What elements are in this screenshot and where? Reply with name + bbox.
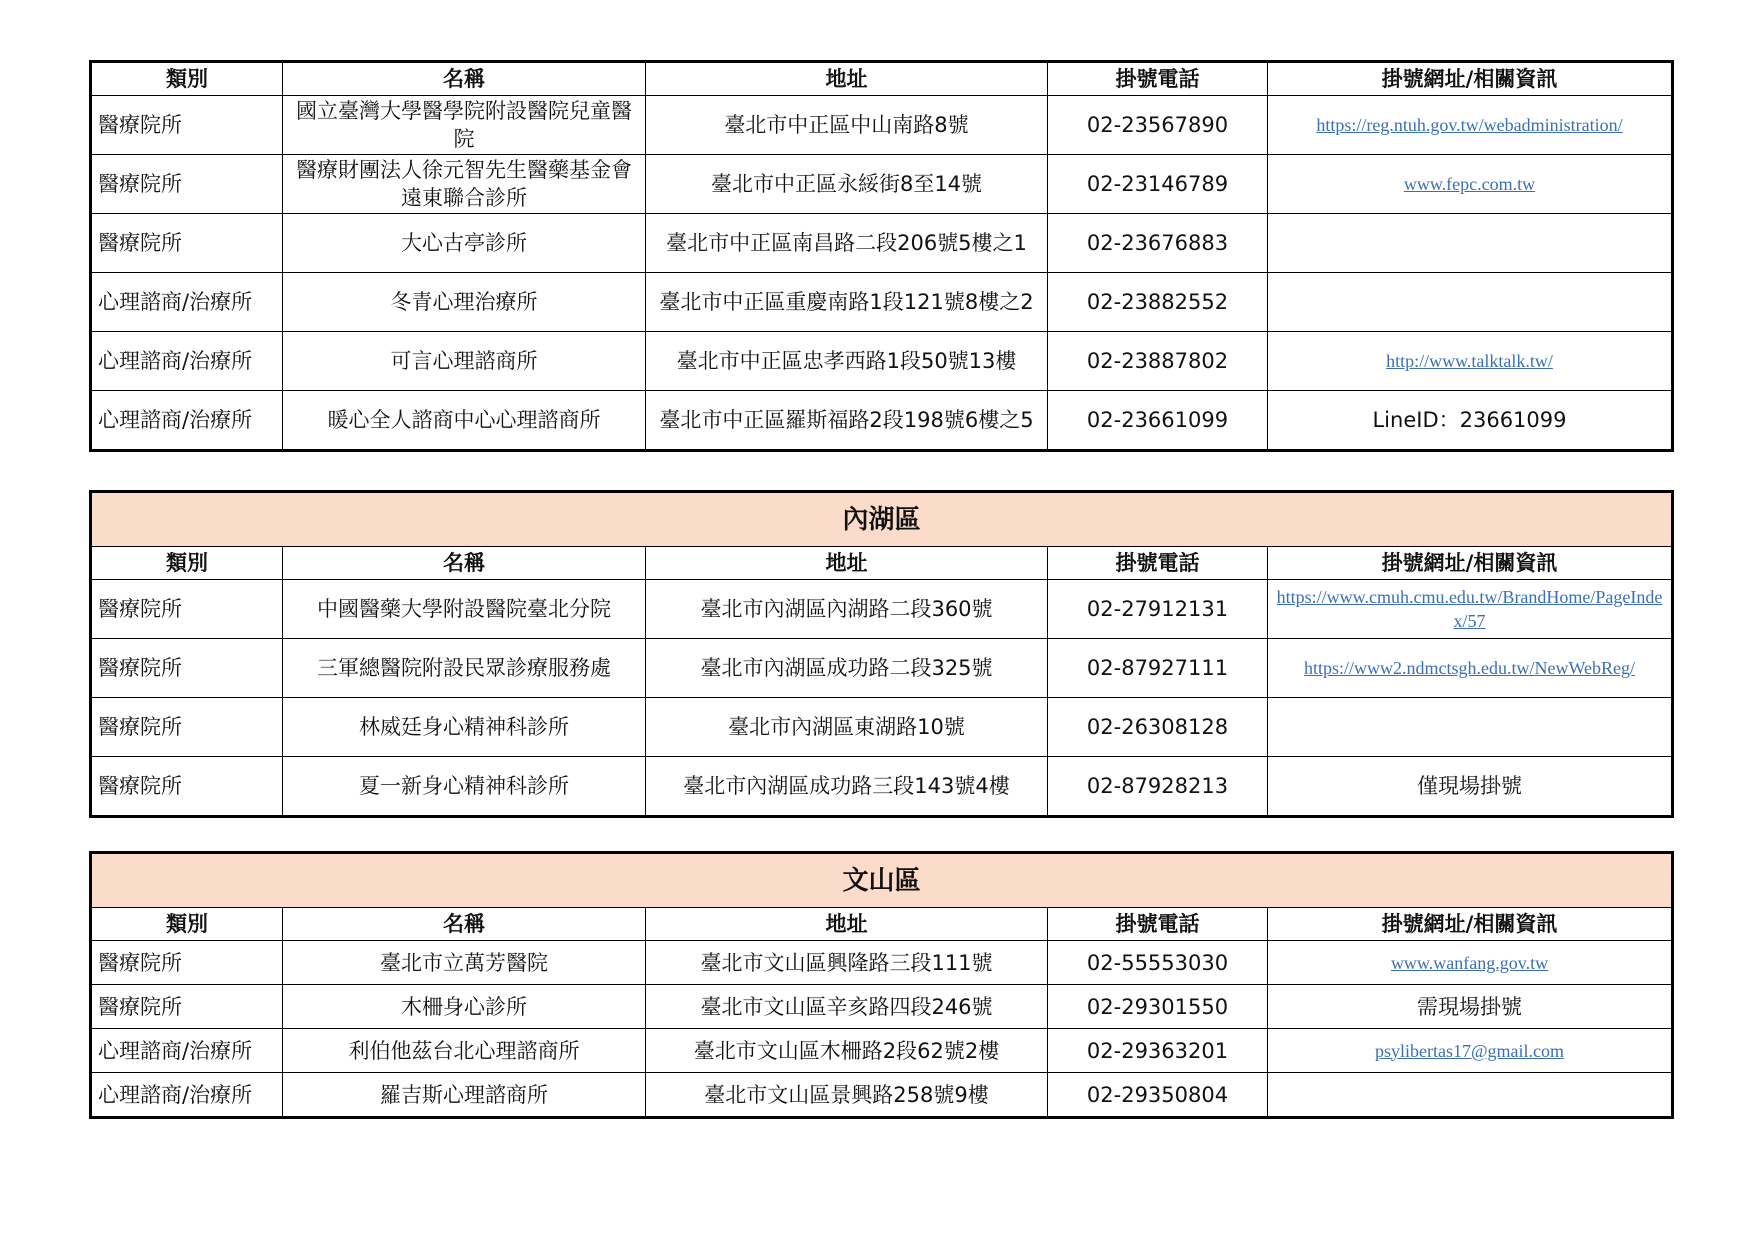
phone-header: 掛號電話 [1048, 62, 1268, 96]
phone-cell: 02-29350804 [1048, 1073, 1268, 1118]
registration-link[interactable]: https://www2.ndmctsgh.edu.tw/NewWebReg/ [1268, 639, 1673, 698]
category-cell: 醫療院所 [91, 698, 283, 757]
address-cell: 臺北市中正區忠孝西路1段50號13樓 [646, 332, 1048, 391]
name-cell: 林威廷身心精神科診所 [283, 698, 646, 757]
category-cell: 醫療院所 [91, 214, 283, 273]
table-body [91, 62, 1673, 451]
phone-cell: 02-87928213 [1048, 757, 1268, 817]
phone-header: 掛號電話 [1048, 908, 1268, 941]
category-cell: 心理諮商/治療所 [91, 1073, 283, 1118]
phone-cell: 02-23882552 [1048, 273, 1268, 332]
clinics-table-wenshan [89, 851, 1674, 1119]
table-body [91, 853, 1673, 1118]
phone-cell: 02-29363201 [1048, 1029, 1268, 1073]
name-cell: 三軍總醫院附設民眾診療服務處 [283, 639, 646, 698]
table-row [91, 941, 1673, 985]
phone-cell: 02-23676883 [1048, 214, 1268, 273]
phone-cell: 02-27912131 [1048, 580, 1268, 639]
table-row [91, 985, 1673, 1029]
address-cell: 臺北市中正區南昌路二段206號5樓之1 [646, 214, 1048, 273]
table-row [91, 155, 1673, 214]
category-cell: 心理諮商/治療所 [91, 1029, 283, 1073]
phone-cell: 02-23661099 [1048, 391, 1268, 451]
category-cell: 醫療院所 [91, 639, 283, 698]
table-row [91, 96, 1673, 155]
info-cell [1268, 214, 1673, 273]
category-cell: 醫療院所 [91, 941, 283, 985]
clinics-table-zhongzheng [89, 60, 1674, 452]
info-header: 掛號網址/相關資訊 [1268, 547, 1673, 580]
name-cell: 臺北市立萬芳醫院 [283, 941, 646, 985]
category-header: 類別 [91, 908, 283, 941]
name-cell: 醫療財團法人徐元智先生醫藥基金會遠東聯合診所 [283, 155, 646, 214]
phone-header: 掛號電話 [1048, 547, 1268, 580]
name-cell: 中國醫藥大學附設醫院臺北分院 [283, 580, 646, 639]
info-cell: LineID：23661099 [1268, 391, 1673, 451]
address-cell: 臺北市內湖區成功路二段325號 [646, 639, 1048, 698]
name-cell: 暖心全人諮商中心心理諮商所 [283, 391, 646, 451]
table-row [91, 1029, 1673, 1073]
table-row [91, 580, 1673, 639]
info-cell [1268, 273, 1673, 332]
table-row [91, 757, 1673, 817]
section-header-row [91, 853, 1673, 908]
category-cell: 醫療院所 [91, 757, 283, 817]
category-cell: 心理諮商/治療所 [91, 273, 283, 332]
address-cell: 臺北市中正區羅斯福路2段198號6樓之5 [646, 391, 1048, 451]
category-cell: 醫療院所 [91, 580, 283, 639]
table-row [91, 273, 1673, 332]
registration-link[interactable]: http://www.talktalk.tw/ [1268, 332, 1673, 391]
table-row [91, 214, 1673, 273]
address-header: 地址 [646, 547, 1048, 580]
info-header: 掛號網址/相關資訊 [1268, 908, 1673, 941]
info-header: 掛號網址/相關資訊 [1268, 62, 1673, 96]
table-row [91, 698, 1673, 757]
address-cell: 臺北市中正區重慶南路1段121號8樓之2 [646, 273, 1048, 332]
column-header-row [91, 62, 1673, 96]
column-header-row [91, 908, 1673, 941]
info-cell [1268, 698, 1673, 757]
category-header: 類別 [91, 62, 283, 96]
category-cell: 心理諮商/治療所 [91, 332, 283, 391]
clinics-table-neihu [89, 490, 1674, 818]
address-cell: 臺北市文山區興隆路三段111號 [646, 941, 1048, 985]
info-cell: 需現場掛號 [1268, 985, 1673, 1029]
info-cell [1268, 1073, 1673, 1118]
address-cell: 臺北市中正區中山南路8號 [646, 96, 1048, 155]
phone-cell: 02-29301550 [1048, 985, 1268, 1029]
registration-link[interactable]: psylibertas17@gmail.com [1268, 1029, 1673, 1073]
phone-cell: 02-55553030 [1048, 941, 1268, 985]
phone-cell: 02-26308128 [1048, 698, 1268, 757]
name-cell: 可言心理諮商所 [283, 332, 646, 391]
name-cell: 國立臺灣大學醫學院附設醫院兒童醫院 [283, 96, 646, 155]
info-cell: 僅現場掛號 [1268, 757, 1673, 817]
name-cell: 夏一新身心精神科診所 [283, 757, 646, 817]
phone-cell: 02-87927111 [1048, 639, 1268, 698]
name-header: 名稱 [283, 62, 646, 96]
registration-link[interactable]: https://www.cmuh.cmu.edu.tw/BrandHome/PageIndex/57 [1268, 580, 1673, 639]
table-row [91, 332, 1673, 391]
table-row [91, 391, 1673, 451]
registration-link[interactable]: www.wanfang.gov.tw [1268, 941, 1673, 985]
registration-link[interactable]: www.fepc.com.tw [1268, 155, 1673, 214]
name-header: 名稱 [283, 547, 646, 580]
table-row [91, 1073, 1673, 1118]
category-cell: 醫療院所 [91, 985, 283, 1029]
category-header: 類別 [91, 547, 283, 580]
registration-link[interactable]: https://reg.ntuh.gov.tw/webadministration/ [1268, 96, 1673, 155]
address-cell: 臺北市內湖區東湖路10號 [646, 698, 1048, 757]
name-cell: 羅吉斯心理諮商所 [283, 1073, 646, 1118]
address-cell: 臺北市內湖區內湖路二段360號 [646, 580, 1048, 639]
name-cell: 木柵身心診所 [283, 985, 646, 1029]
section-title: 內湖區 [91, 492, 1673, 547]
column-header-row [91, 547, 1673, 580]
category-cell: 醫療院所 [91, 155, 283, 214]
category-cell: 醫療院所 [91, 96, 283, 155]
name-cell: 冬青心理治療所 [283, 273, 646, 332]
phone-cell: 02-23146789 [1048, 155, 1268, 214]
address-header: 地址 [646, 62, 1048, 96]
phone-cell: 02-23887802 [1048, 332, 1268, 391]
address-header: 地址 [646, 908, 1048, 941]
phone-cell: 02-23567890 [1048, 96, 1268, 155]
category-cell: 心理諮商/治療所 [91, 391, 283, 451]
section-title: 文山區 [91, 853, 1673, 908]
table-row [91, 639, 1673, 698]
address-cell: 臺北市文山區景興路258號9樓 [646, 1073, 1048, 1118]
address-cell: 臺北市內湖區成功路三段143號4樓 [646, 757, 1048, 817]
section-header-row [91, 492, 1673, 547]
table-body [91, 492, 1673, 817]
address-cell: 臺北市文山區木柵路2段62號2樓 [646, 1029, 1048, 1073]
address-cell: 臺北市文山區辛亥路四段246號 [646, 985, 1048, 1029]
name-cell: 大心古亭診所 [283, 214, 646, 273]
name-cell: 利伯他茲台北心理諮商所 [283, 1029, 646, 1073]
address-cell: 臺北市中正區永綏街8至14號 [646, 155, 1048, 214]
name-header: 名稱 [283, 908, 646, 941]
